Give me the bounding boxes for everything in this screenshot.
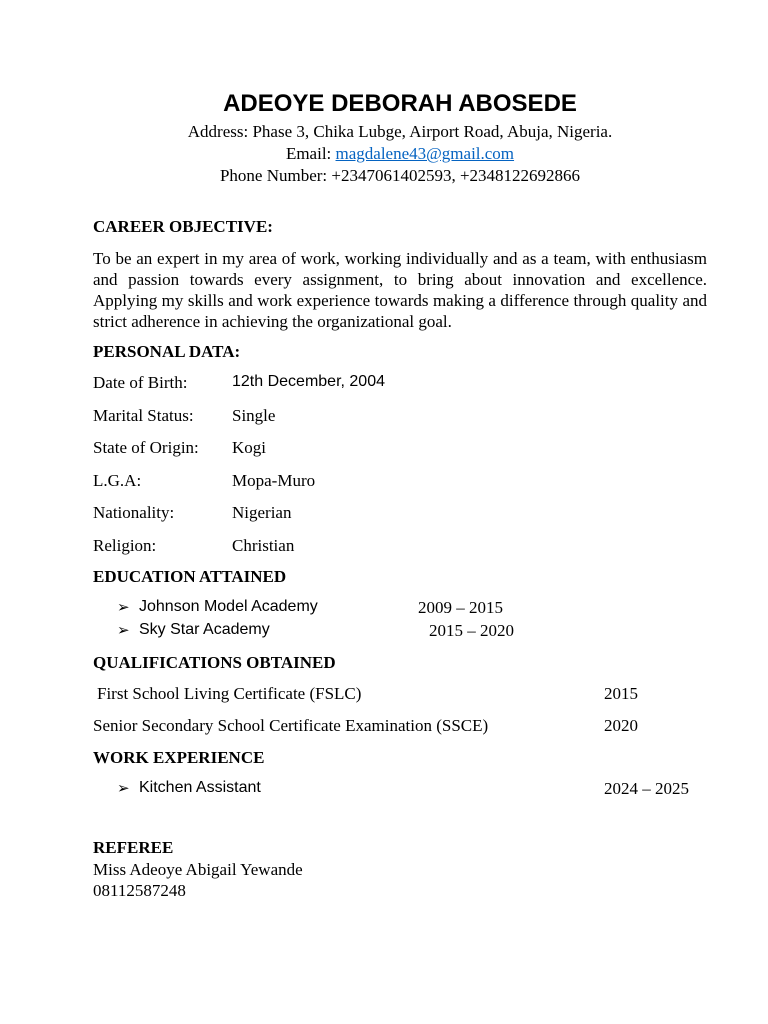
religion-value: Christian <box>232 536 295 555</box>
referee-heading: REFEREE <box>93 838 174 857</box>
qualification-year: 2015 <box>604 684 638 703</box>
dob-value: 12th December, 2004 <box>232 373 385 390</box>
email-line <box>0 144 768 164</box>
education-heading: EDUCATION ATTAINED <box>93 567 287 586</box>
career-objective-heading: CAREER OBJECTIVE: <box>93 217 273 236</box>
nationality-label: Nationality: <box>93 503 175 522</box>
marital-status-label: Marital Status: <box>93 406 194 425</box>
dob-label: Date of Birth: <box>93 373 188 392</box>
marital-status-value: Single <box>232 406 276 425</box>
religion-label: Religion: <box>93 536 157 555</box>
work-experience-heading: WORK EXPERIENCE <box>93 748 265 767</box>
nationality-value: Nigerian <box>232 503 292 522</box>
arrowhead-bullet-icon: ➢ <box>117 781 130 797</box>
qualifications-heading: QUALIFICATIONS OBTAINED <box>93 653 336 672</box>
work-years: 2024 – 2025 <box>604 779 689 798</box>
qualification-name: First School Living Certificate (FSLC) <box>97 684 362 703</box>
email-label: Email: <box>285 144 336 163</box>
referee-phone: 08112587248 <box>93 881 186 900</box>
education-school: Johnson Model Academy <box>139 598 318 615</box>
career-objective-text: To be an expert in my area of work, working individually and as a team, with enthusiasm and passion towards every assignment, to bring about innovation and excellence. Applying my skills and work experience towards making a difference through quality and strict adherence in achieving the organizational goal. <box>93 249 707 331</box>
education-school: Sky Star Academy <box>139 621 270 638</box>
state-of-origin-label: State of Origin: <box>93 438 199 457</box>
education-years: 2015 – 2020 <box>429 621 514 640</box>
lga-label: L.G.A: <box>93 471 142 490</box>
qualification-name: Senior Secondary School Certificate Examination (SSCE) <box>93 716 489 735</box>
address-line: Address: Phase 3, Chika Lubge, Airport Road, Abuja, Nigeria. <box>187 122 613 141</box>
arrowhead-bullet-icon: ➢ <box>117 623 130 639</box>
state-of-origin-value: Kogi <box>232 438 266 457</box>
work-role: Kitchen Assistant <box>139 779 261 796</box>
applicant-name: ADEOYE DEBORAH ABOSEDE <box>223 90 577 117</box>
arrowhead-bullet-icon: ➢ <box>117 600 130 616</box>
education-years: 2009 – 2015 <box>418 598 503 617</box>
referee-name: Miss Adeoye Abigail Yewande <box>93 860 303 879</box>
qualification-year: 2020 <box>604 716 638 735</box>
phone-line: Phone Number: +2347061402593, +2348122692866 <box>219 166 581 185</box>
lga-value: Mopa-Muro <box>232 471 316 490</box>
email-link[interactable]: magdalene43@gmail.com <box>335 144 515 163</box>
personal-data-heading: PERSONAL DATA: <box>93 342 241 361</box>
